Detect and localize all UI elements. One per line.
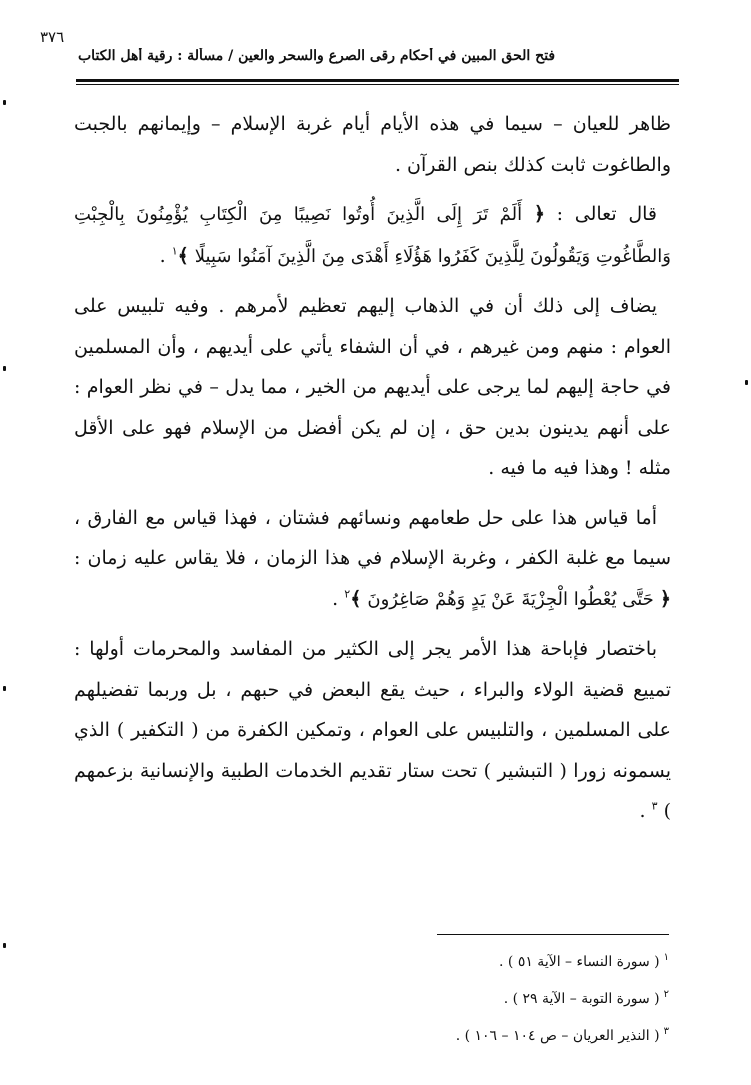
scan-margin-mark bbox=[3, 943, 6, 948]
footnote-3 bbox=[200, 1018, 669, 1055]
quran-open-bracket: ﴿ bbox=[533, 203, 545, 225]
header-rule bbox=[76, 79, 679, 82]
paragraph-5-text: باختصار فإباحة هذا الأمر يجر إلى الكثير من المفاسد والمحرمات أولها : تمييع قضية الولاء والبراء ، حيث يقع البعض في حبهم ، بل وربما تفضيلهم على المسلمين ، والتلبيس على العوام ، وتمكين الكفرة من ( التكفير ) الذي يسمونه زورا ( التبشير ) تحت ستار تقديم الخدمات الطبية والإنسانية بزعمهم ) bbox=[74, 638, 671, 822]
footnotes bbox=[200, 944, 669, 1055]
footnote-number: ٢ bbox=[663, 989, 669, 1001]
paragraph-1-text: ظاهر للعيان – سيما في هذه الأيام أيام غربة الإسلام – وإيمانهم بالجبت والطاغوت ثابت كذلك بنص القرآن . bbox=[74, 113, 671, 176]
footnote-ref-2[interactable]: ٢ bbox=[344, 587, 351, 601]
footnote-1 bbox=[200, 944, 669, 981]
paragraph-5 bbox=[74, 629, 671, 832]
paragraph-5-end: . bbox=[639, 800, 652, 822]
paragraph-1 bbox=[74, 104, 671, 185]
scan-margin-mark bbox=[3, 100, 6, 105]
scan-margin-mark bbox=[3, 686, 6, 691]
paragraph-3-text: يضاف إلى ذلك أن في الذهاب إليهم تعظيم لأمرهم . وفيه تلبيس على العوام : منهم ومن غيرهم ، في أن الشفاء يأتي على أيديهم ، وأن المسلمين في حاجة إليهم لما يرجى على أيديهم من الخير ، مما يدل – في نظر العوام : على أنهم يدينون بدين حق ، إن لم يكن أفضل من الإسلام فهو على الأقل مثله ! وهذا فيه ما فيه . bbox=[74, 295, 671, 479]
verse-intro: قال تعالى : bbox=[556, 203, 658, 225]
running-header-title: فتح الحق المبين في أحكام رقى الصرع والسحر والعين / مسألة : رقية أهل الكتاب bbox=[78, 48, 556, 64]
footnote-ref-1[interactable]: ١ bbox=[171, 244, 178, 258]
footnote-separator bbox=[437, 934, 669, 935]
footnote-2 bbox=[200, 981, 669, 1018]
paragraph-2 bbox=[74, 194, 671, 277]
paragraph-4 bbox=[74, 498, 671, 621]
quran-close-bracket: ﴾ bbox=[177, 244, 189, 267]
quran-verse-2: حَتَّى يُعْطُوا الْجِزْيَةَ عَنْ يَدٍ وَهُمْ صَاغِرُونَ bbox=[367, 588, 654, 610]
quran-verse-1: أَلَمْ تَرَ إِلَى الَّذِينَ أُوتُوا نَصِيبًا مِنَ الْكِتَابِ يُؤْمِنُونَ بِالْجِبْتِ وَالطَّاغُوتِ وَيَقُولُونَ لِلَّذِينَ كَفَرُوا هَؤُلَاءِ أَهْدَى مِنَ الَّذِينَ آمَنُوا سَبِيلًا bbox=[74, 204, 671, 267]
scan-margin-mark bbox=[745, 380, 748, 385]
quran-open-bracket: ﴿ bbox=[659, 587, 671, 610]
page-number: ٣٧٦ bbox=[40, 28, 65, 46]
scan-margin-mark bbox=[3, 366, 6, 371]
footnote-text: ( النذير العريان – ص ١٠٤ – ١٠٦ ) . bbox=[455, 1028, 660, 1044]
footnote-number: ٣ bbox=[663, 1026, 669, 1038]
footnote-number: ١ bbox=[663, 952, 669, 964]
paragraph-2-end: . bbox=[159, 244, 172, 267]
header-rule-thin bbox=[76, 84, 679, 85]
quran-close-bracket: ﴾ bbox=[350, 587, 362, 610]
footnote-ref-3[interactable]: ٣ bbox=[651, 799, 658, 813]
paragraph-4-text: أما قياس هذا على حل طعامهم ونسائهم فشتان ، فهذا قياس مع الفارق ، سيما مع غلبة الكفر ، وغربة الإسلام في هذا الزمان ، فلا يقاس عليه زمان : bbox=[74, 506, 671, 569]
footnote-text: ( سورة النساء – الآية ٥١ ) . bbox=[499, 954, 660, 970]
footnote-text: ( سورة التوبة – الآية ٢٩ ) . bbox=[503, 991, 660, 1007]
paragraph-4-end: . bbox=[332, 587, 345, 610]
paragraph-3 bbox=[74, 286, 671, 489]
main-text bbox=[74, 104, 671, 841]
